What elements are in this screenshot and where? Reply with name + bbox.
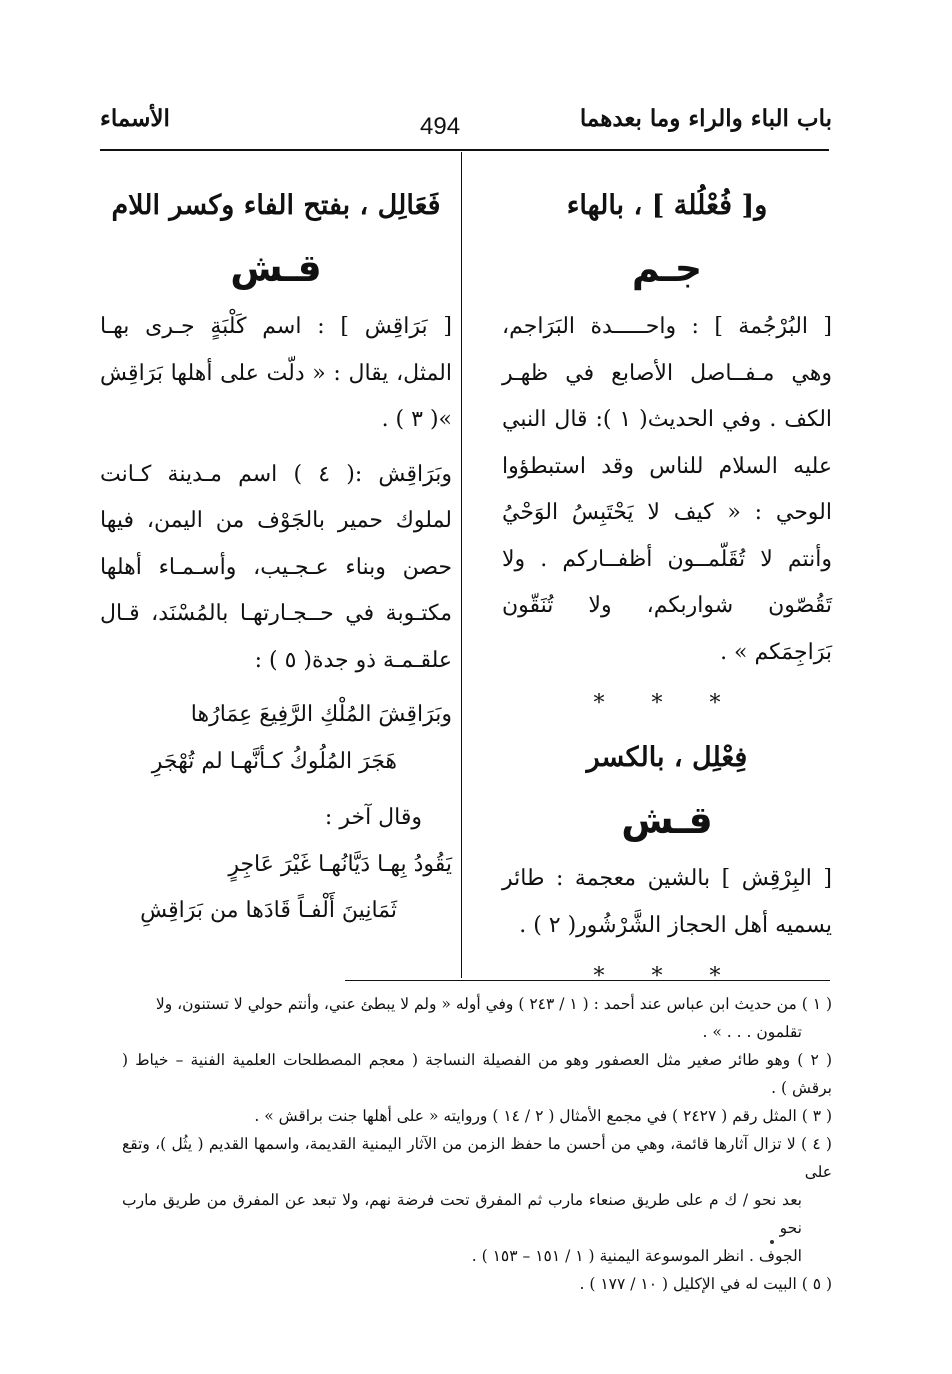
print-speck (770, 1240, 774, 1244)
section-heading: فَعَالِل ، بفتح الفاء وكسر اللام (111, 190, 441, 221)
right-column (502, 180, 832, 1005)
running-header-section: الأسماء (100, 105, 170, 132)
header-rule (100, 149, 829, 151)
running-header-chapter: باب الباء والراء وما بعدهما (579, 105, 832, 132)
footnote-continuation: تقلمون . . . » . (702, 1023, 802, 1041)
footnote: ( ٢ ) وهو طائر صغير مثل العصفور وهو من الفصيلة النساجة ( معجم المصطلحات العلمية الفنية – خياط ( برقش ) . (122, 1051, 832, 1097)
entry-paragraph: [ بَرَاقِش ] : اسم كَلْبَةٍ جـرى بهـا المثل، يقال : « دلّت على أهلها بَرَاقِش »( ٣ ) . (100, 314, 452, 432)
verse-line: وبَرَاقِشَ المُلْكِ الرَّفِيعَ عِمَارُها (190, 702, 452, 727)
verse-line: ثَمَانِينَ أَلْفـاً قَادَها من بَرَاقِشِ (140, 898, 397, 923)
footnote: ( ١ ) من حديث ابن عباس عند أحمد : ( ١ / ٢٤٣ ) وفي أوله « ولم لا يبطئ عني، وأنتم حولي لا تستنون، ولا (155, 995, 832, 1013)
footnote-rule (345, 980, 830, 981)
section-heading: فِعْلِل ، بالكسر (586, 742, 748, 773)
section-separator: * * * (593, 964, 741, 989)
footnote-continuation: الجوف . انظر الموسوعة اليمنية ( ١ / ١٥١ – ١٥٣ ) . (471, 1247, 802, 1265)
entry-paragraph: [ البِرْقِش ] بالشين معجمة : طائر يسميه أهل الحجاز الشَّرْشُور( ٢ ) . (502, 866, 832, 938)
footnote: ( ٣ ) المثل رقم ( ٢٤٢٧ ) في مجمع الأمثال ( ٢ / ١٤ ) وروايته « على أهلها جنت براقش » . (254, 1107, 832, 1125)
root-heading: قـش (621, 798, 713, 842)
footnote: ( ٤ ) لا تزال آثارها قائمة، وهي من أحسن ما حفظ الزمن من الآثار اليمنية القديمة، واسمها القديم ( يثُل )، وتقع على (122, 1135, 832, 1181)
footnote: ( ٥ ) البيت له في الإكليل ( ١٠ / ١٧٧ ) . (579, 1275, 832, 1293)
column-divider (461, 152, 462, 978)
footnote-continuation: بعد نحو / ك م على طريق صنعاء مارب ثم المفرق تحت فرضة نهم، ولا تبعد عن المفرق من طريق مارب نحو (122, 1191, 802, 1237)
verse-line: يَقُودُ بِهـا دَيَّانُهـا غَيْرَ عَاجِرٍ (228, 851, 452, 877)
footnotes (122, 990, 832, 1298)
entry-paragraph: وبَرَاقِش :( ٤ ) اسم مـدينة كـانت لملوك حمير بالجَوْف من اليمن، فيها حصن وبناء عـجـيب، وأسـمـاء أهلها مكتـوبة في حــجـارتهـا بالمُسْنَد، قـال علقـمـة ذو جدة( ٥ ) : (100, 461, 452, 673)
section-heading: و[ فُعْلُلة ] ، بالهاء (566, 190, 768, 221)
entry-paragraph: [ البُرْجُمة ] : واحـــــدة البَرَاجم، وهي مـفــاصل الأصابع في ظهـر الكف . وفي الحديث( ١ ): قال النبي عليه السلام للناس وقد استبطؤوا الوحي : « كيف لا يَحْتَبِسُ الوَحْيُ وأنتم لا تُقَلّمــون أظفــاركم . ولا تَقُصّون شواربكم، ولا تُنَقّون بَرَاجِمَكم » . (502, 314, 833, 665)
left-column (100, 180, 452, 935)
verse-line: هَجَرَ المُلُوكُ كـأنَّهـا لم تُهْجَرِ (151, 748, 397, 774)
section-separator: * * * (593, 691, 741, 716)
root-heading: قـش (230, 246, 322, 290)
verse-intro: وقال آخر : (324, 805, 422, 830)
root-heading: جـم (631, 246, 703, 290)
page-number: 494 (420, 113, 461, 140)
